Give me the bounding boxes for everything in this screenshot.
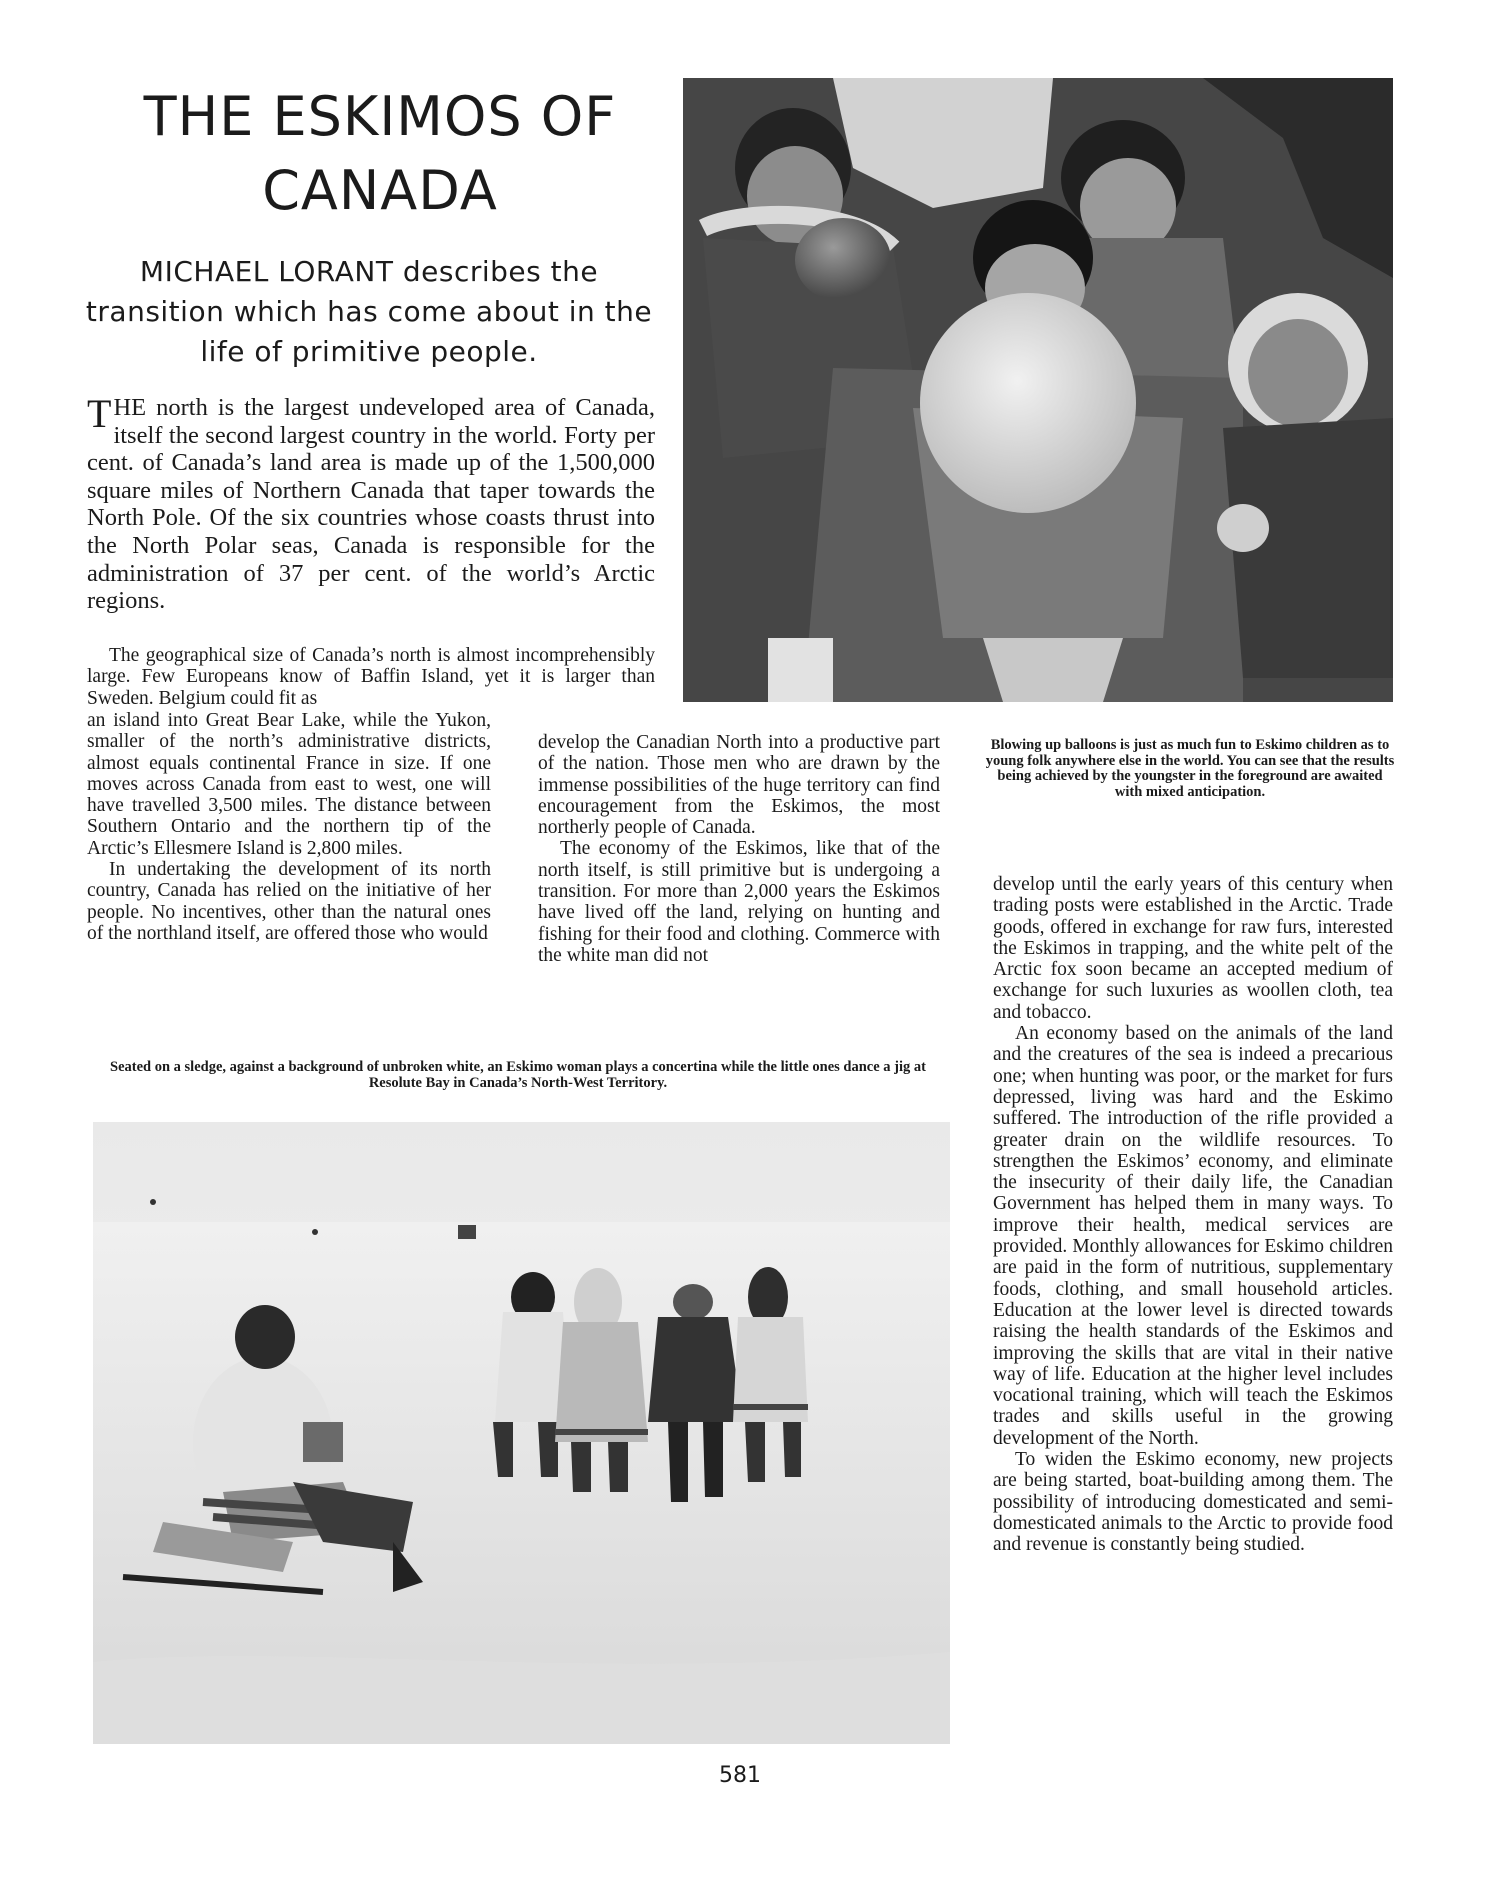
intro-paragraph — [87, 391, 655, 615]
paragraph: An economy based on the animals of the land and the creatures of the sea is indeed a precarious one; when hunting was poor, or the market for furs depressed, living was hard and the Eskimo suffered. The introduction of the rifle provided a greater drain on the wildlife resources. To strengthen the Eskimos’ economy, and eliminate the insecurity of their daily life, the Canadian Government has helped them in many ways. To improve their health, medical services are provided. Monthly allowances for Eskimo children are paid in the form of nutritious, supplementary foods, clothing, and small household articles. Education at the lower level is directed towards raising the health standards of the Eskimos and improving the skills that are vital in their native way of life. Education at the higher level includes vocational training, which will teach the Eskimos trades and skills useful in the growing development of the North. — [993, 1023, 1393, 1449]
paragraph: develop the Canadian North into a productive part of the nation. Those men who are drawn by the immense possibilities of the huge territory can find encouragement from the Eskimos, the most northerly people of Canada. — [538, 732, 940, 839]
photo-caption-top: Blowing up balloons is just as much fun to Eskimo children as to young folk anywhere else in the world. You can see that the results being achieved by the youngster in the foreground are awaited with mixed anticipation. — [985, 737, 1395, 800]
column-2 — [538, 732, 940, 966]
photo-children-balloons — [683, 78, 1393, 702]
wide-paragraph: The geographical size of Canada’s north is almost incomprehensibly large. Few Europeans know of Baffin Island, yet it is larger than Sweden. Belgium could fit as — [87, 645, 655, 709]
photo-caption-bottom: Seated on a sledge, against a background of unbroken white, an Eskimo woman plays a concertina while the little ones dance a jig at Resolute Bay in Canada’s North-West Territory. — [110, 1059, 926, 1091]
column-3 — [993, 874, 1393, 1556]
drop-cap: T — [87, 391, 112, 436]
paragraph: develop until the early years of this century when trading posts were established in the Arctic. Trade goods, offered in exchange for raw furs, interested the Eskimos in trapping, and the white pelt of the Arctic fox soon became an accepted medium of exchange for such luxuries as woollen cloth, tea and tobacco. — [993, 874, 1393, 1023]
column-1 — [87, 710, 491, 944]
paragraph: To widen the Eskimo economy, new projects are being started, boat-building among them. The possibility of introducing domesticated and semi-domesticated animals to the Arctic to provide food and revenue is constantly being studied. — [993, 1449, 1393, 1556]
photo-concertina-dance — [93, 1122, 950, 1744]
page-number: 581 — [719, 1763, 761, 1788]
article-title: THE ESKIMOS OF CANADA — [143, 85, 617, 222]
article-subtitle: MICHAEL LORANT describes the transition which has come about in the life of primitive people. — [85, 255, 653, 368]
paragraph: an island into Great Bear Lake, while the Yukon, smaller of the north’s administrative districts, almost equals continental France in size. If one moves across Canada from east to west, one will have travelled 3,500 miles. The distance between Southern Ontario and the northern tip of the Arctic’s Ellesmere Island is 2,800 miles. — [87, 710, 491, 859]
intro-text: HE north is the largest undeveloped area of Canada, itself the second largest country in the world. Forty per cent. of Canada’s land area is made up of the 1,500,000 square miles of Northern Canada that taper towards the North Pole. Of the six countries whose coasts thrust into the North Polar seas, Canada is responsible for the administration of 37 per cent. of the world’s Arctic regions. — [87, 394, 655, 615]
paragraph: The economy of the Eskimos, like that of the north itself, is still primitive but is undergoing a transition. For more than 2,000 years the Eskimos have lived off the land, relying on hunting and fishing for their food and clothing. Commerce with the white man did not — [538, 838, 940, 966]
paragraph: In undertaking the development of its north country, Canada has relied on the initiative of her people. No incentives, other than the natural ones of the northland itself, are offered those who would — [87, 859, 491, 944]
